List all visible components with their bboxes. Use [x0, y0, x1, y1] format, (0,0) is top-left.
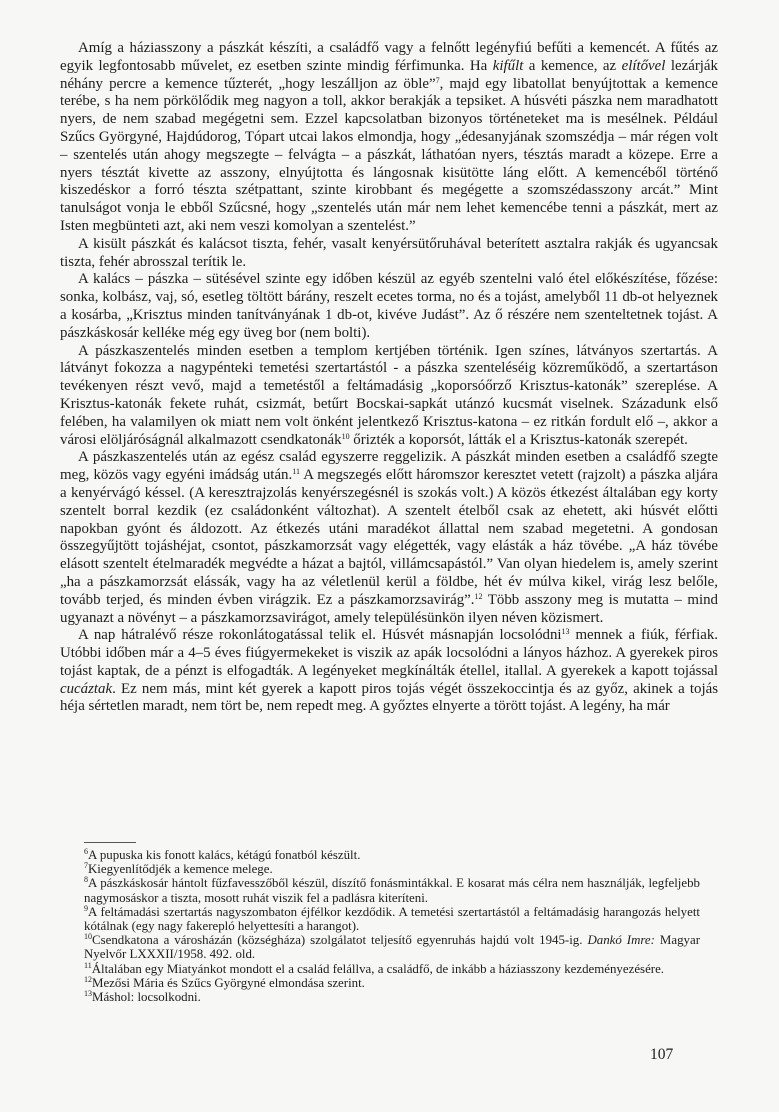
footnote-number: 9	[84, 903, 88, 913]
text-run: A feltámadási szertartás nagyszombaton éjfélkor kezdődik. A temetési szertartástól a feltámadásig harangozás helyett kótálnak (egy nagy fakerepló helyettesíti a harangot).	[84, 904, 700, 934]
text-run: A pupuska kis fonott kalács, kétágú fonatból készült.	[88, 848, 361, 862]
text-run: mennek a fiúk, férfiak. Utóbbi időben már a 4–5 éves fiúgyermekeket is viszik az apák locsolódni a lányos házhoz. A gyerekek piros tojást kaptak, de a pénzt is elfogadták. A legényeket megkínálták étellel, itallal. A gyerekek a kapott tojással	[60, 627, 718, 679]
footnote-separator	[84, 842, 136, 843]
text-run: őrizték a koporsót, látták el a Krisztus-katonák szerepét.	[349, 431, 688, 448]
text-run: A nap hátralévő része rokonlátogatással telik el. Húsvét másnapján locsolódni	[78, 627, 562, 644]
footnote-ref: 13	[561, 627, 570, 637]
italic-term: kifűlt	[492, 57, 524, 74]
text-run: Több asszony meg is mutatta – mind ugyanazt a növényt – a pászkamorzsavirágot, amely településünkön ilyen néven közismert.	[60, 591, 718, 626]
footnote-number: 6	[84, 847, 88, 856]
text-run: Kiegyenlítődjék a kemence melege.	[88, 862, 273, 877]
text-run: A pászkaszentelés minden esetben a templom kertjében történik. Igen színes, látványos szertartás. A látványt fokozza a nagypénteki temetési szertartástól - a pászka szenteléséig közreműködő, a szertartáson tevékenyen részt vevő, majd a temetéstől a feltámadásig „koporsóőrző Krisztus-katonák” szereplése. A Krisztus-katonák fekete ruhát, csizmát, betűrt Bocskai-sapkát utánzó kucsmát viselnek. Századunk első felében, ha valamilyen ok miatt nem volt önként jelentkező Krisztus-katona – ez ritkán fordult elő –, akkor a városi elöljáróságnál alkalmazott csendkatonák	[60, 342, 718, 448]
footnote	[84, 990, 700, 1004]
footnote-ref: 12	[474, 591, 483, 601]
footnote	[84, 876, 700, 904]
text-run: , majd egy libatollat benyújtottak a kemence terébe, s ha nem pörkölődik meg nagyon a toll, akkor berakják a tepsiket. A húsvéti pászka nem maradhatott nyers, de nem szabad megégetni sem. Ezzel kapcsolatban bizonyos történeteket ma is mesélnek. Például Szűcs Györgyné, Hajdúdorog, Tópart utcai lakos elmondja, hogy „édesanyjának szomszédja – már régen volt – szentelés után ahogy megszegte – felvágta – a pászkát, láthatóan nyers, tésztás maradt a közepe. Erre a nyers tésztát kivette az asszony, elnyújtotta és lángosnak kisütötte láng előtt. A kemencéből történő kiszedéskor a forró tészta szétpattant, szinte kirobbant és megégette a szomszédasszony arcát.” Mint tanulságot vonja le ebből Szűcsné, hogy „szentelés után már nem lehet kemencébe tenni a pászkát, mert az Isten megbünteti azt, aki nem veszi komolyan a szentelést.”	[60, 75, 718, 234]
footnote	[84, 962, 700, 976]
paragraph	[60, 343, 718, 450]
text-run: a kemence, az	[523, 57, 622, 74]
text-run: Magyar Nyelvőr LXXXII/1958. 492. old.	[84, 933, 701, 962]
paragraph	[60, 236, 718, 272]
text-run: A kalács – pászka – sütésével szinte egy időben készül az egyéb szentelni való étel előkészítése, főzése: sonka, kolbász, vaj, só, esetleg töltött bárány, reszelt ecetes torma, no és a tojást, amelyből 11 db-ot helyeznek a kosárba, „Krisztus minden tanítványának 1 db-ot, kivéve Judást”. Az ő részére nem szenteltetnek tojást. A pászkáskosár kelléke még egy üveg bor (nem bolti).	[60, 271, 718, 341]
paragraph	[60, 271, 718, 342]
footnote-number: 7	[84, 861, 88, 871]
footnote	[84, 905, 700, 933]
main-text	[60, 40, 718, 716]
text-run: A pászkáskosár hántolt fűzfavesszőből készül, díszítő fonásmintákkal. E kosarat más célra nem használják, legfeljebb nagymosáskor a tiszta, mosott ruhát viszik fel a padlásra kiteríteni.	[84, 876, 700, 905]
paragraph	[60, 627, 718, 716]
text-run: lezárják néhány percre a kemence tűzterét, „hogy leszálljon az öble”	[60, 57, 718, 92]
footnote-number: 11	[84, 960, 92, 970]
page-number: 107	[650, 1046, 674, 1063]
footnote-ref: 11	[292, 467, 300, 477]
footnote-number: 12	[84, 974, 92, 984]
footnote	[84, 848, 700, 862]
footnote	[84, 976, 700, 990]
text-run: Mezősi Mária és Szűcs Györgyné elmondása szerint.	[92, 975, 365, 990]
text-run: A kisült pászkát és kalácsot tiszta, fehér, vasalt kenyérsütőruhával beterített asztalra rakják és ugyancsak tiszta, fehér abrosszal terítik le.	[60, 235, 718, 270]
footnote	[84, 933, 700, 961]
italic-term: cucáztak	[60, 680, 113, 697]
footnote-number: 8	[84, 875, 88, 885]
footnote-number: 13	[84, 989, 92, 999]
italic-term: elítővel	[621, 57, 666, 74]
text-run: Általában egy Miatyánkot mondott el a család felállva, a családfő, de inkább a háziasszony kezdeményezésére.	[91, 961, 665, 976]
text-run: A megszegés előtt háromszor keresztet vetett (rajzolt) a pászka aljára a kenyérvágó késsel. (A keresztrajzolás kenyérszegésnél is szokás volt.) A közös étkezést általában egy korty szentelt borral kezdik (ez családonként változhat). A szentelt ételből csak az ehetett, aki húsvét előtti napokban gyónt és áldozott. Az étkezés utáni maradékot állattal nem szabad megetetni. A gondosan összegyűjtött tojáshéjat, csontot, pászkamorzsát vagy elégették, vagy elásták a ház tövébe. „A ház tövébe elásott szentelt ételmaradék megvédte a házat a bajtól, villámcsapástól.” Van olyan hiedelem is, amely szerint „ha a pászkamorzsát elássák, vagy ha az véletlenül kerül a földbe, hét év múlva kikel, virág lesz belőle, tovább terjed, és minden évben virágzik. Ez a pászkamorzsavirág”.	[60, 467, 718, 608]
paragraph	[60, 449, 718, 627]
footnote-ref: 10	[341, 431, 350, 441]
text-run: Máshol: locsolkodni.	[92, 990, 201, 1005]
footnote-number: 10	[84, 932, 92, 942]
paragraph	[60, 40, 718, 236]
italic-term: Dankó Imre:	[587, 933, 655, 948]
footnote-ref: 7	[435, 75, 440, 85]
text-run: Amíg a háziasszony a pászkát készíti, a családfő vagy a felnőtt legényfiú befűti a kemencét. A fűtés az egyik legfontosabb művelet, ez esetben szinte mindig férfimunka. Ha	[60, 40, 718, 74]
text-run: Csendkatona a városházán (községháza) szolgálatot teljesítő egyenruhás hajdú volt 1945-ig.	[92, 933, 588, 948]
text-run: A pászkaszentelés után az egész család egyszerre reggelizik. A pászkát minden esetben a családfő szegte meg, közös vagy egyéni imádság után.	[60, 449, 718, 484]
footnotes	[84, 848, 700, 1004]
text-run: . Ez nem más, mint két gyerek a kapott piros tojás végét összekoccintja és az győz, akinek a tojás héja sértetlen maradt, nem tört be, nem repedt meg. A győztes elnyerte a törött tojást. A legény, ha már	[60, 680, 718, 715]
footnote	[84, 862, 700, 876]
